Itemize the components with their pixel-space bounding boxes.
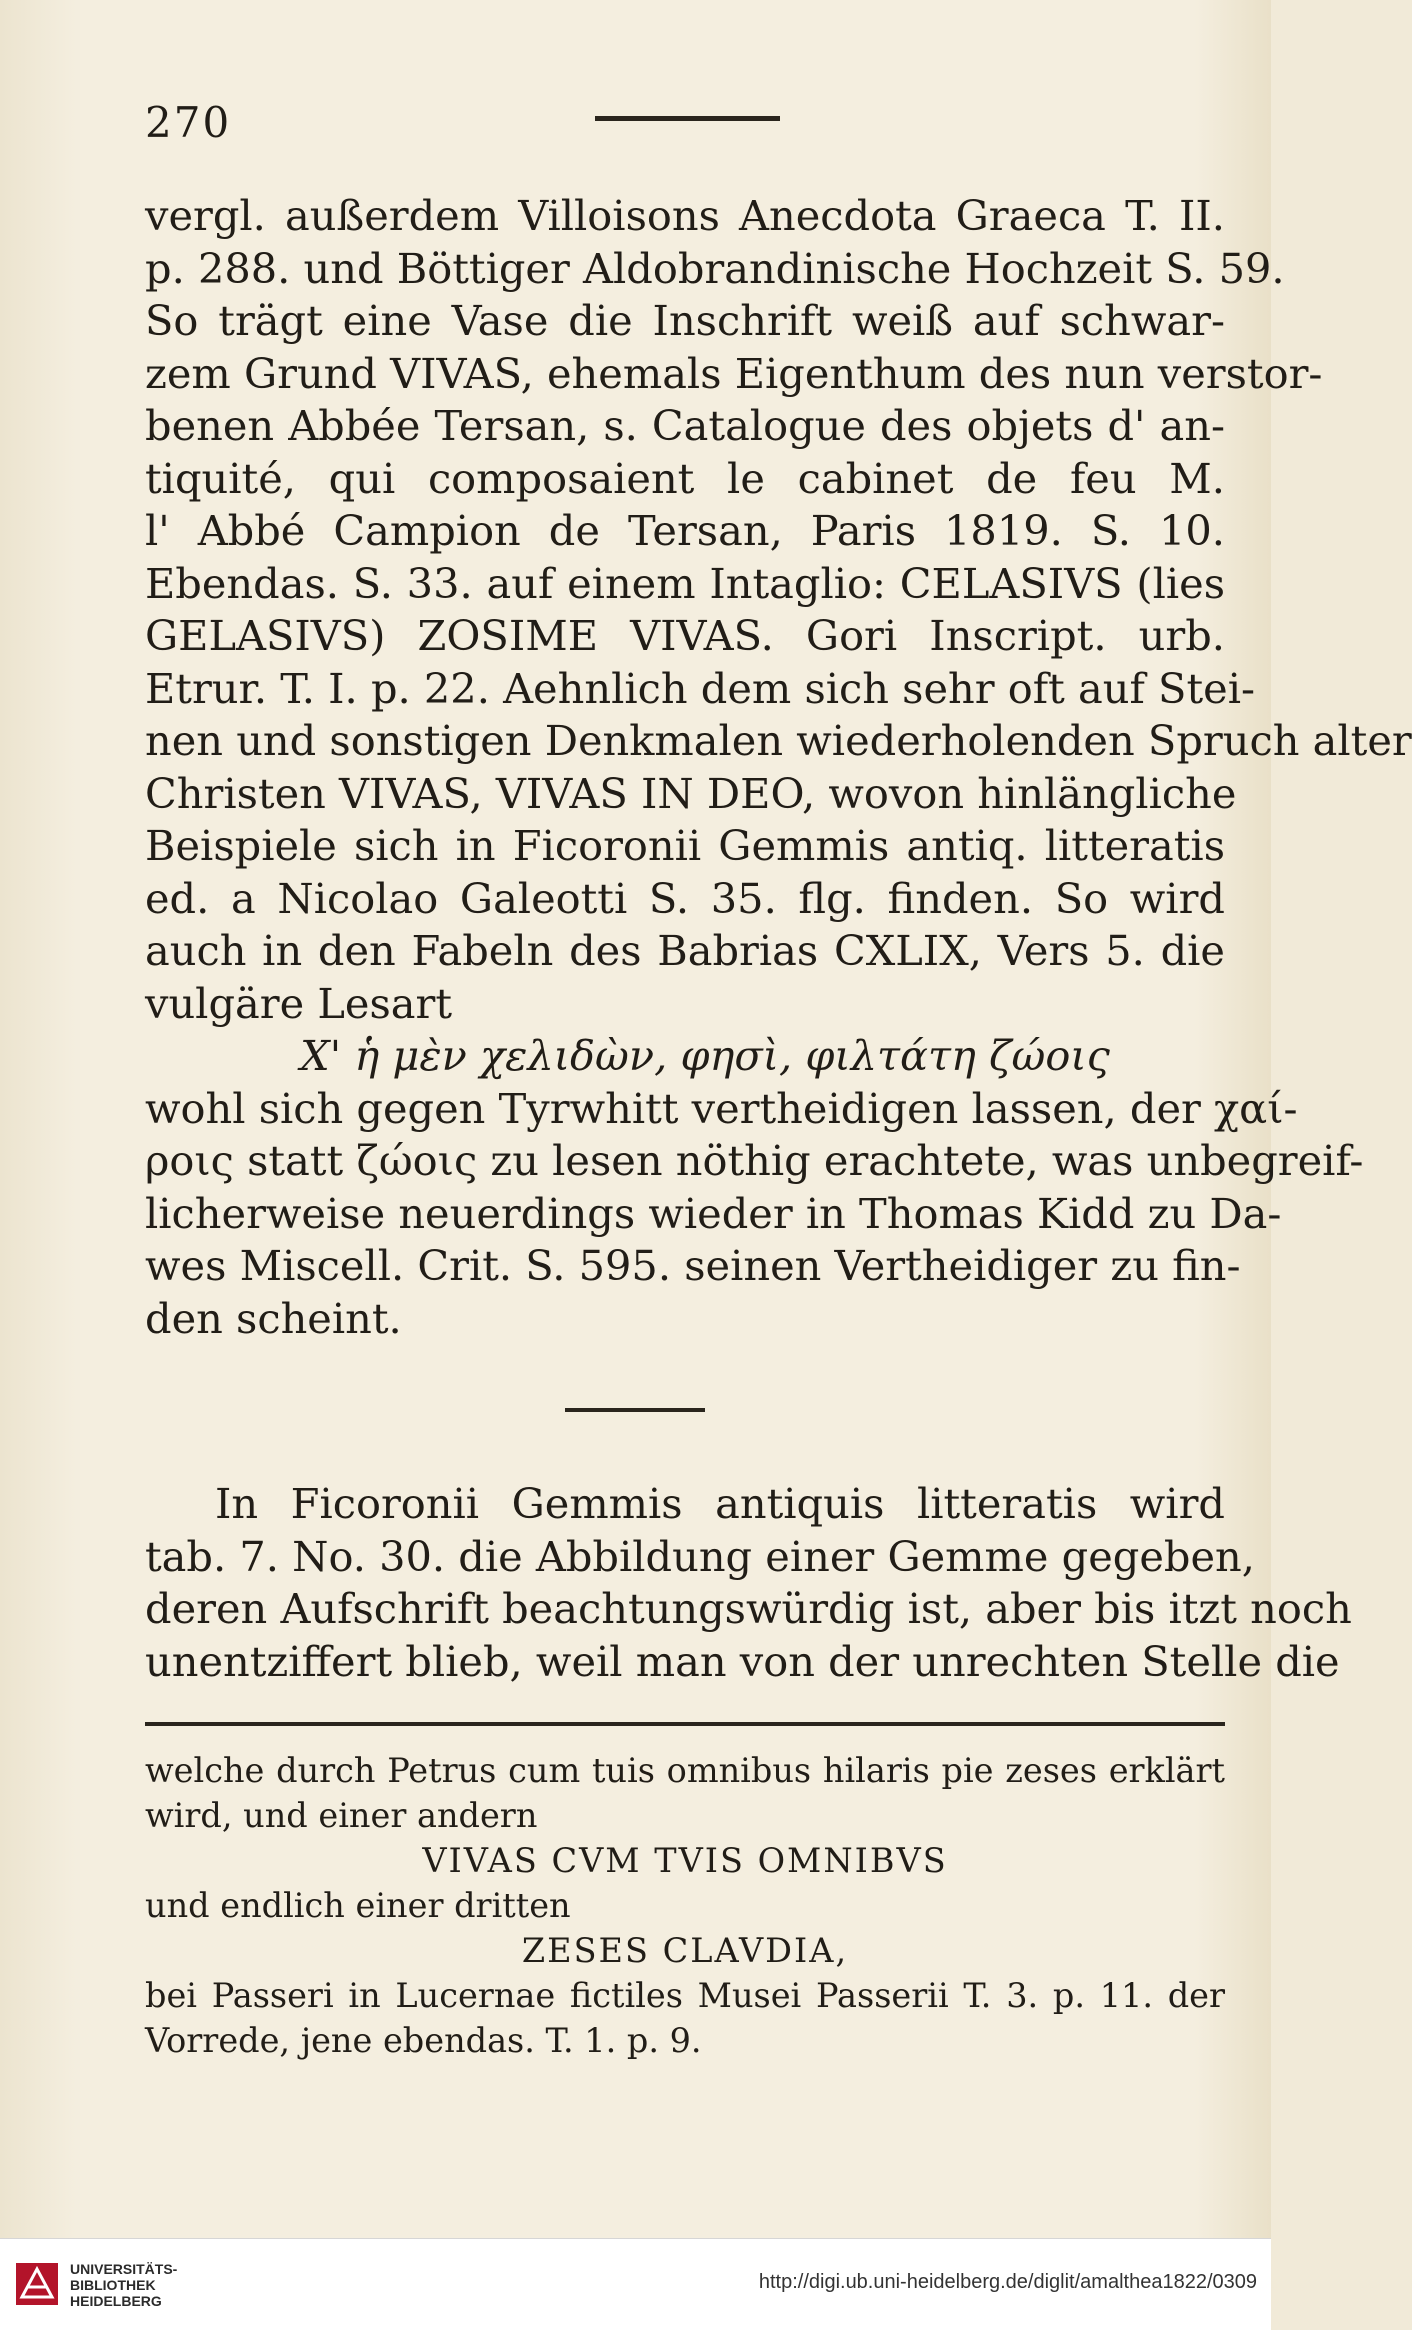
permalink-url[interactable]: http://digi.ub.uni-heidelberg.de/diglit/amalthea1822/0309: [758, 2271, 1257, 2293]
main-text: [145, 190, 1412, 1345]
section-divider: [565, 1408, 705, 1412]
text-line: wes Miscell. Crit. S. 595. seinen Vertheidiger zu fin-: [145, 1241, 1241, 1290]
text-line: tiquité, qui composaient le cabinet de feu M.: [145, 453, 1225, 503]
header-rule: [595, 116, 780, 121]
footnote-inscription: VIVAS CVM TVIS OMNIBVS: [422, 1841, 948, 1880]
text-line: benen Abbée Tersan, s. Catalogue des objets d' an-: [145, 401, 1225, 450]
page-header: [145, 92, 1225, 152]
text-line: Beispiele sich in Ficoronii Gemmis antiq. litteratis: [145, 821, 1225, 870]
footnote-line: bei Passeri in Lucernae fictiles Musei Passerii T. 3. p. 11. der: [145, 1976, 1225, 2015]
text-line: In Ficoronii Gemmis antiquis litteratis wird: [215, 1479, 1225, 1528]
text-line: deren Aufschrift beachtungswürdig ist, aber bis itzt noch: [145, 1584, 1352, 1633]
text-line: l' Abbé Campion de Tersan, Paris 1819. S. 10.: [145, 506, 1225, 555]
footnote-line: Vorrede, jene ebendas. T. 1. p. 9.: [145, 2021, 702, 2060]
page-number: 270: [145, 98, 232, 147]
viewer-footer: [0, 2238, 1271, 2330]
library-name-line: HEIDELBERG: [70, 2293, 162, 2309]
text-line: den scheint.: [145, 1293, 402, 1343]
footnote-inscription: ZESES CLAVDIA,: [521, 1931, 849, 1970]
footnote-line: wird, und einer andern: [145, 1796, 538, 1835]
text-line: ροις statt ζώοις zu lesen nöthig erachtete, was unbegreif-: [145, 1136, 1364, 1185]
footnote-rule: [145, 1722, 1225, 1726]
text-line: nen und sonstigen Denkmalen wiederholenden Spruch alter: [145, 716, 1412, 765]
library-name-line: BIBLIOTHEK: [70, 2277, 156, 2293]
text-line: licherweise neuerdings wieder in Thomas Kidd zu Da-: [145, 1188, 1282, 1238]
greek-verse: Χ' ἡ μὲν χελιδὼν, φησὶ, φιλτάτη ζώοις: [300, 1031, 1110, 1080]
text-line: vulgäre Lesart: [145, 978, 453, 1028]
footnote: [145, 1748, 1225, 2063]
university-library-logo-icon[interactable]: [14, 2261, 60, 2311]
text-line: vergl. außerdem Villoisons Anecdota Graeca T. II.: [145, 191, 1225, 240]
text-line: ed. a Nicolao Galeotti S. 35. flg. finden. So wird: [145, 873, 1225, 923]
library-name-line: UNIVERSITÄTS-: [70, 2261, 178, 2277]
text-line: GELASIVS) ZOSIME VIVAS. Gori Inscript. urb.: [145, 611, 1225, 660]
text-line: Christen VIVAS, VIVAS IN DEO, wovon hinlängliche: [145, 768, 1237, 818]
text-line: zem Grund VIVAS, ehemals Eigenthum des nun verstor-: [145, 348, 1323, 398]
text-line: auch in den Fabeln des Babrias CXLIX, Vers 5. die: [145, 926, 1225, 975]
second-paragraph: [145, 1478, 1352, 1688]
text-line: tab. 7. No. 30. die Abbildung einer Gemme gegeben,: [145, 1531, 1255, 1581]
text-line: p. 288. und Böttiger Aldobrandinische Hochzeit S. 59.: [145, 243, 1285, 293]
text-line: wohl sich gegen Tyrwhitt vertheidigen lassen, der χαί-: [145, 1083, 1298, 1133]
text-line: Ebendas. S. 33. auf einem Intaglio: CELASIVS (lies: [145, 558, 1225, 608]
library-name[interactable]: [70, 2261, 177, 2309]
text-line: Etrur. T. I. p. 22. Aehnlich dem sich sehr oft auf Stei-: [145, 663, 1255, 713]
footnote-line: welche durch Petrus cum tuis omnibus hilaris pie zeses erklärt: [145, 1751, 1225, 1790]
footnote-line: und endlich einer dritten: [145, 1886, 571, 1925]
text-line: unentziffert blieb, weil man von der unrechten Stelle die: [145, 1636, 1340, 1686]
text-line: So trägt eine Vase die Inschrift weiß auf schwar-: [145, 296, 1225, 345]
